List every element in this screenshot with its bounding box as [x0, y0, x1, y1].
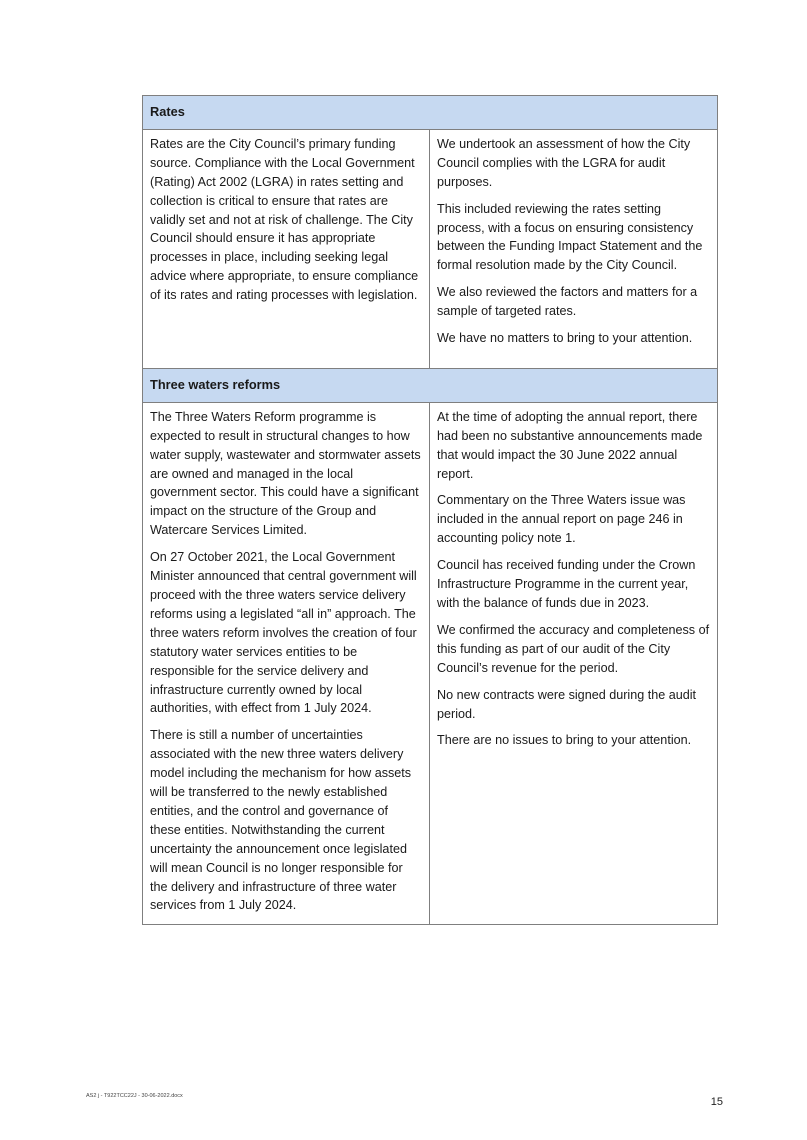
- three-waters-response-paragraph: Commentary on the Three Waters issue was included in the annual report on page 246 in accounting policy note 1.: [437, 493, 686, 546]
- three-waters-section-title: Three waters reforms: [143, 368, 718, 402]
- three-waters-response-paragraph: We confirmed the accuracy and completeness of this funding as part of our audit of the City Council’s revenue for the period.: [437, 622, 710, 675]
- three-waters-response-paragraph: At the time of adopting the annual report, there had been no substantive announcements made that would impact the 30 June 2022 annual report.: [437, 409, 703, 481]
- page-number: 15: [710, 1096, 723, 1108]
- document-reference: AS2 j - T922TCC22J - 30-06-2022.docx: [86, 1093, 183, 1099]
- rates-response-paragraph: We have no matters to bring to your attention.: [437, 331, 693, 346]
- three-waters-issue-cell: [143, 402, 430, 924]
- rates-response-paragraph: We undertook an assessment of how the City Council complies with the LGRA for audit purposes.: [437, 136, 691, 189]
- three-waters-response-paragraph: There are no issues to bring to your attention.: [437, 733, 692, 748]
- rates-issue-cell: [143, 129, 430, 368]
- three-waters-response-paragraph: Council has received funding under the Crown Infrastructure Programme in the current year, with the balance of funds due in 2023.: [437, 558, 696, 610]
- rates-response-paragraph: We also reviewed the factors and matters for a sample of targeted rates.: [437, 285, 698, 319]
- three-waters-response-paragraph: No new contracts were signed during the audit period.: [437, 687, 697, 721]
- rates-section-title: Rates: [143, 96, 718, 130]
- three-waters-issue-paragraph: On 27 October 2021, the Local Government Minister announced that central government will proceed with the three waters service delivery reforms using a legislated “all in” approach. The three waters reform involves the creation of four statutory water services entities to be responsible for the service delivery and infrastructure currently owned by local authorities, with effect from 1 July 2024.: [150, 550, 417, 716]
- three-waters-content-row: [143, 402, 718, 924]
- audit-matters-table: [142, 95, 718, 925]
- rates-response-paragraph: This included reviewing the rates setting process, with a focus on ensuring consistency between the Funding Impact Statement and the formal resolution made by the City Council.: [437, 201, 703, 273]
- rates-header-row: [143, 96, 718, 130]
- rates-response-cell: [430, 129, 718, 368]
- three-waters-response-cell: [430, 402, 718, 924]
- three-waters-issue-paragraph: The Three Waters Reform programme is expected to result in structural changes to how water supply, wastewater and stormwater assets are owned and managed in the local government sector. This could have a significant impact on the structure of the Group and Watercare Services Limited.: [150, 409, 421, 538]
- rates-content-row: [143, 129, 718, 368]
- three-waters-issue-paragraph: There is still a number of uncertainties associated with the new three waters delivery model including the mechanism for how assets will be transferred to the newly established entities, and the control and governance of these entities. Notwithstanding the current uncertainty the announcement once legislated will mean Council is no longer responsible for the delivery and infrastructure of three water services from 1 July 2024.: [150, 728, 412, 913]
- three-waters-header-row: [143, 368, 718, 402]
- rates-issue-paragraph: Rates are the City Council’s primary funding source. Compliance with the Local Government (Rating) Act 2002 (LGRA) in rates setting and collection is critical to ensure that rates are validly set and not at risk of challenge. The City Council should ensure it has appropriate processes in place, including seeking legal advice where appropriate, to ensure compliance of its rates and rating processes with legislation.: [150, 136, 419, 303]
